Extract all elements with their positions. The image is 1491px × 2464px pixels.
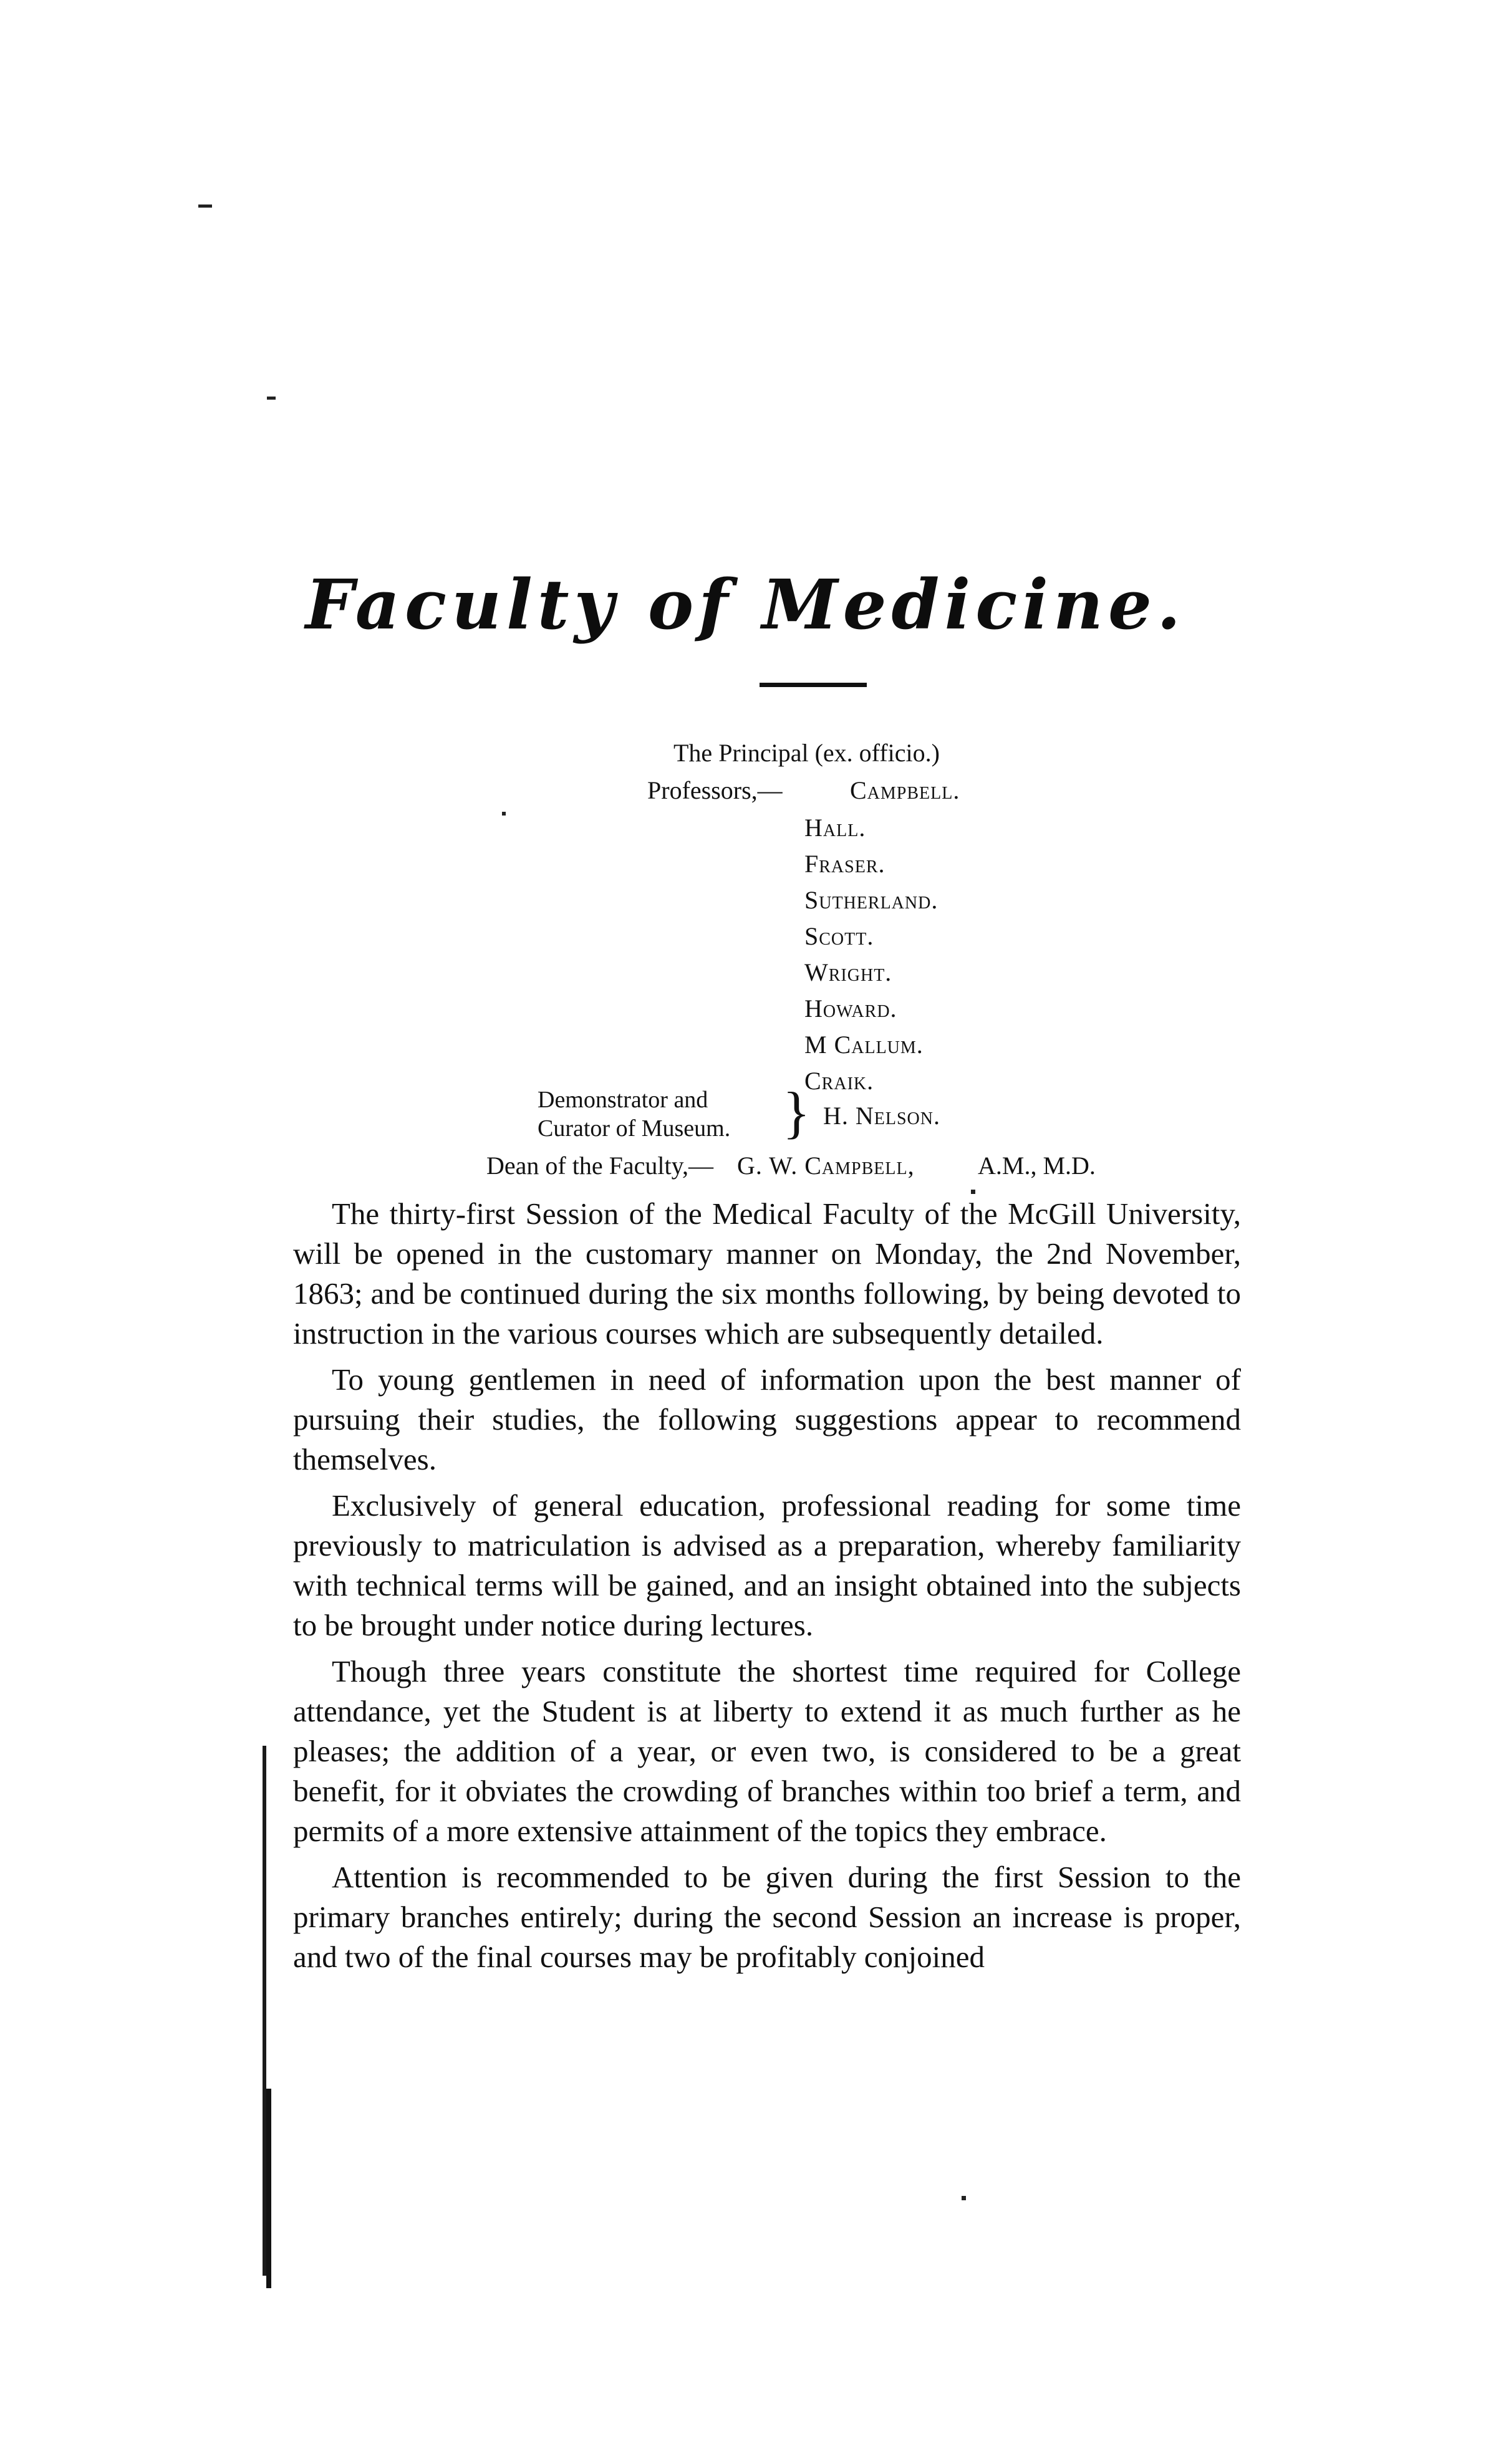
- professor-name: Fraser.: [804, 850, 885, 878]
- dean-prefix: Dean of the Faculty,—: [486, 1152, 713, 1180]
- professor-name: Campbell.: [850, 776, 960, 804]
- scan-speck: [502, 812, 506, 816]
- scan-speck: [267, 397, 276, 400]
- professor-name: Wright.: [804, 958, 892, 986]
- page-title: Faculty of Medicine.: [305, 564, 1186, 645]
- paragraph: Exclusively of general education, professional reading for some time previously to matriculation is advised as a preparation, whereby familiarity with technical terms will be gained, and an insight obtained into the subjects to be brought under notice during lectures.: [293, 1488, 1241, 1642]
- demonstrator-name: H. Nelson.: [823, 1102, 940, 1130]
- professor-name: Scott.: [804, 922, 874, 950]
- scan-speck: [198, 205, 212, 208]
- scan-speck: [962, 2196, 966, 2200]
- paragraph: Attention is recommended to be given during the first Session to the primary branches entirely; during the second Session an increase is proper, and two of the final courses may be profitably conjoined: [293, 1860, 1241, 1974]
- paragraph: To young gentlemen in need of information upon the best manner of pursuing their studies, the following suggestions appear to recommend themselves.: [293, 1362, 1241, 1476]
- professor-name: Hall.: [804, 814, 866, 842]
- professor-name: Sutherland.: [804, 886, 939, 914]
- paragraph: Though three years constitute the shortest time required for College attendance, yet the Student is at liberty to extend it as much further as he pleases; the addition of a year, or even two, is considered to be a great benefit, for it obviates the crowding of branches within too brief a term, and permits of a more extensive attainment of the topics they embrace.: [293, 1654, 1241, 1848]
- demonstrator-title-1: Demonstrator and: [538, 1087, 708, 1113]
- professor-name: Craik.: [804, 1067, 874, 1095]
- body-text: [293, 1194, 1241, 1977]
- dean-name: G. W. Campbell,: [737, 1152, 915, 1180]
- scan-speck: [971, 1190, 975, 1194]
- principal-line: The Principal (ex. officio.): [673, 739, 940, 767]
- demonstrator-title-2: Curator of Museum.: [538, 1115, 731, 1142]
- professor-name: Howard.: [804, 994, 897, 1023]
- brace-symbol: }: [783, 1080, 811, 1144]
- dean-degrees: A.M., M.D.: [978, 1152, 1096, 1180]
- scan-margin-line: [266, 2089, 271, 2288]
- professor-name: M Callum.: [804, 1031, 924, 1059]
- title-rule: [760, 683, 867, 687]
- paragraph: The thirty-first Session of the Medical Faculty of the McGill University, will be opened in the customary manner on Monday, the 2nd November, 1863; and be continued during the six months following, by being devoted to instruction in the various courses which are subsequently detailed.: [293, 1196, 1241, 1350]
- professors-prefix: Professors,—: [647, 776, 783, 804]
